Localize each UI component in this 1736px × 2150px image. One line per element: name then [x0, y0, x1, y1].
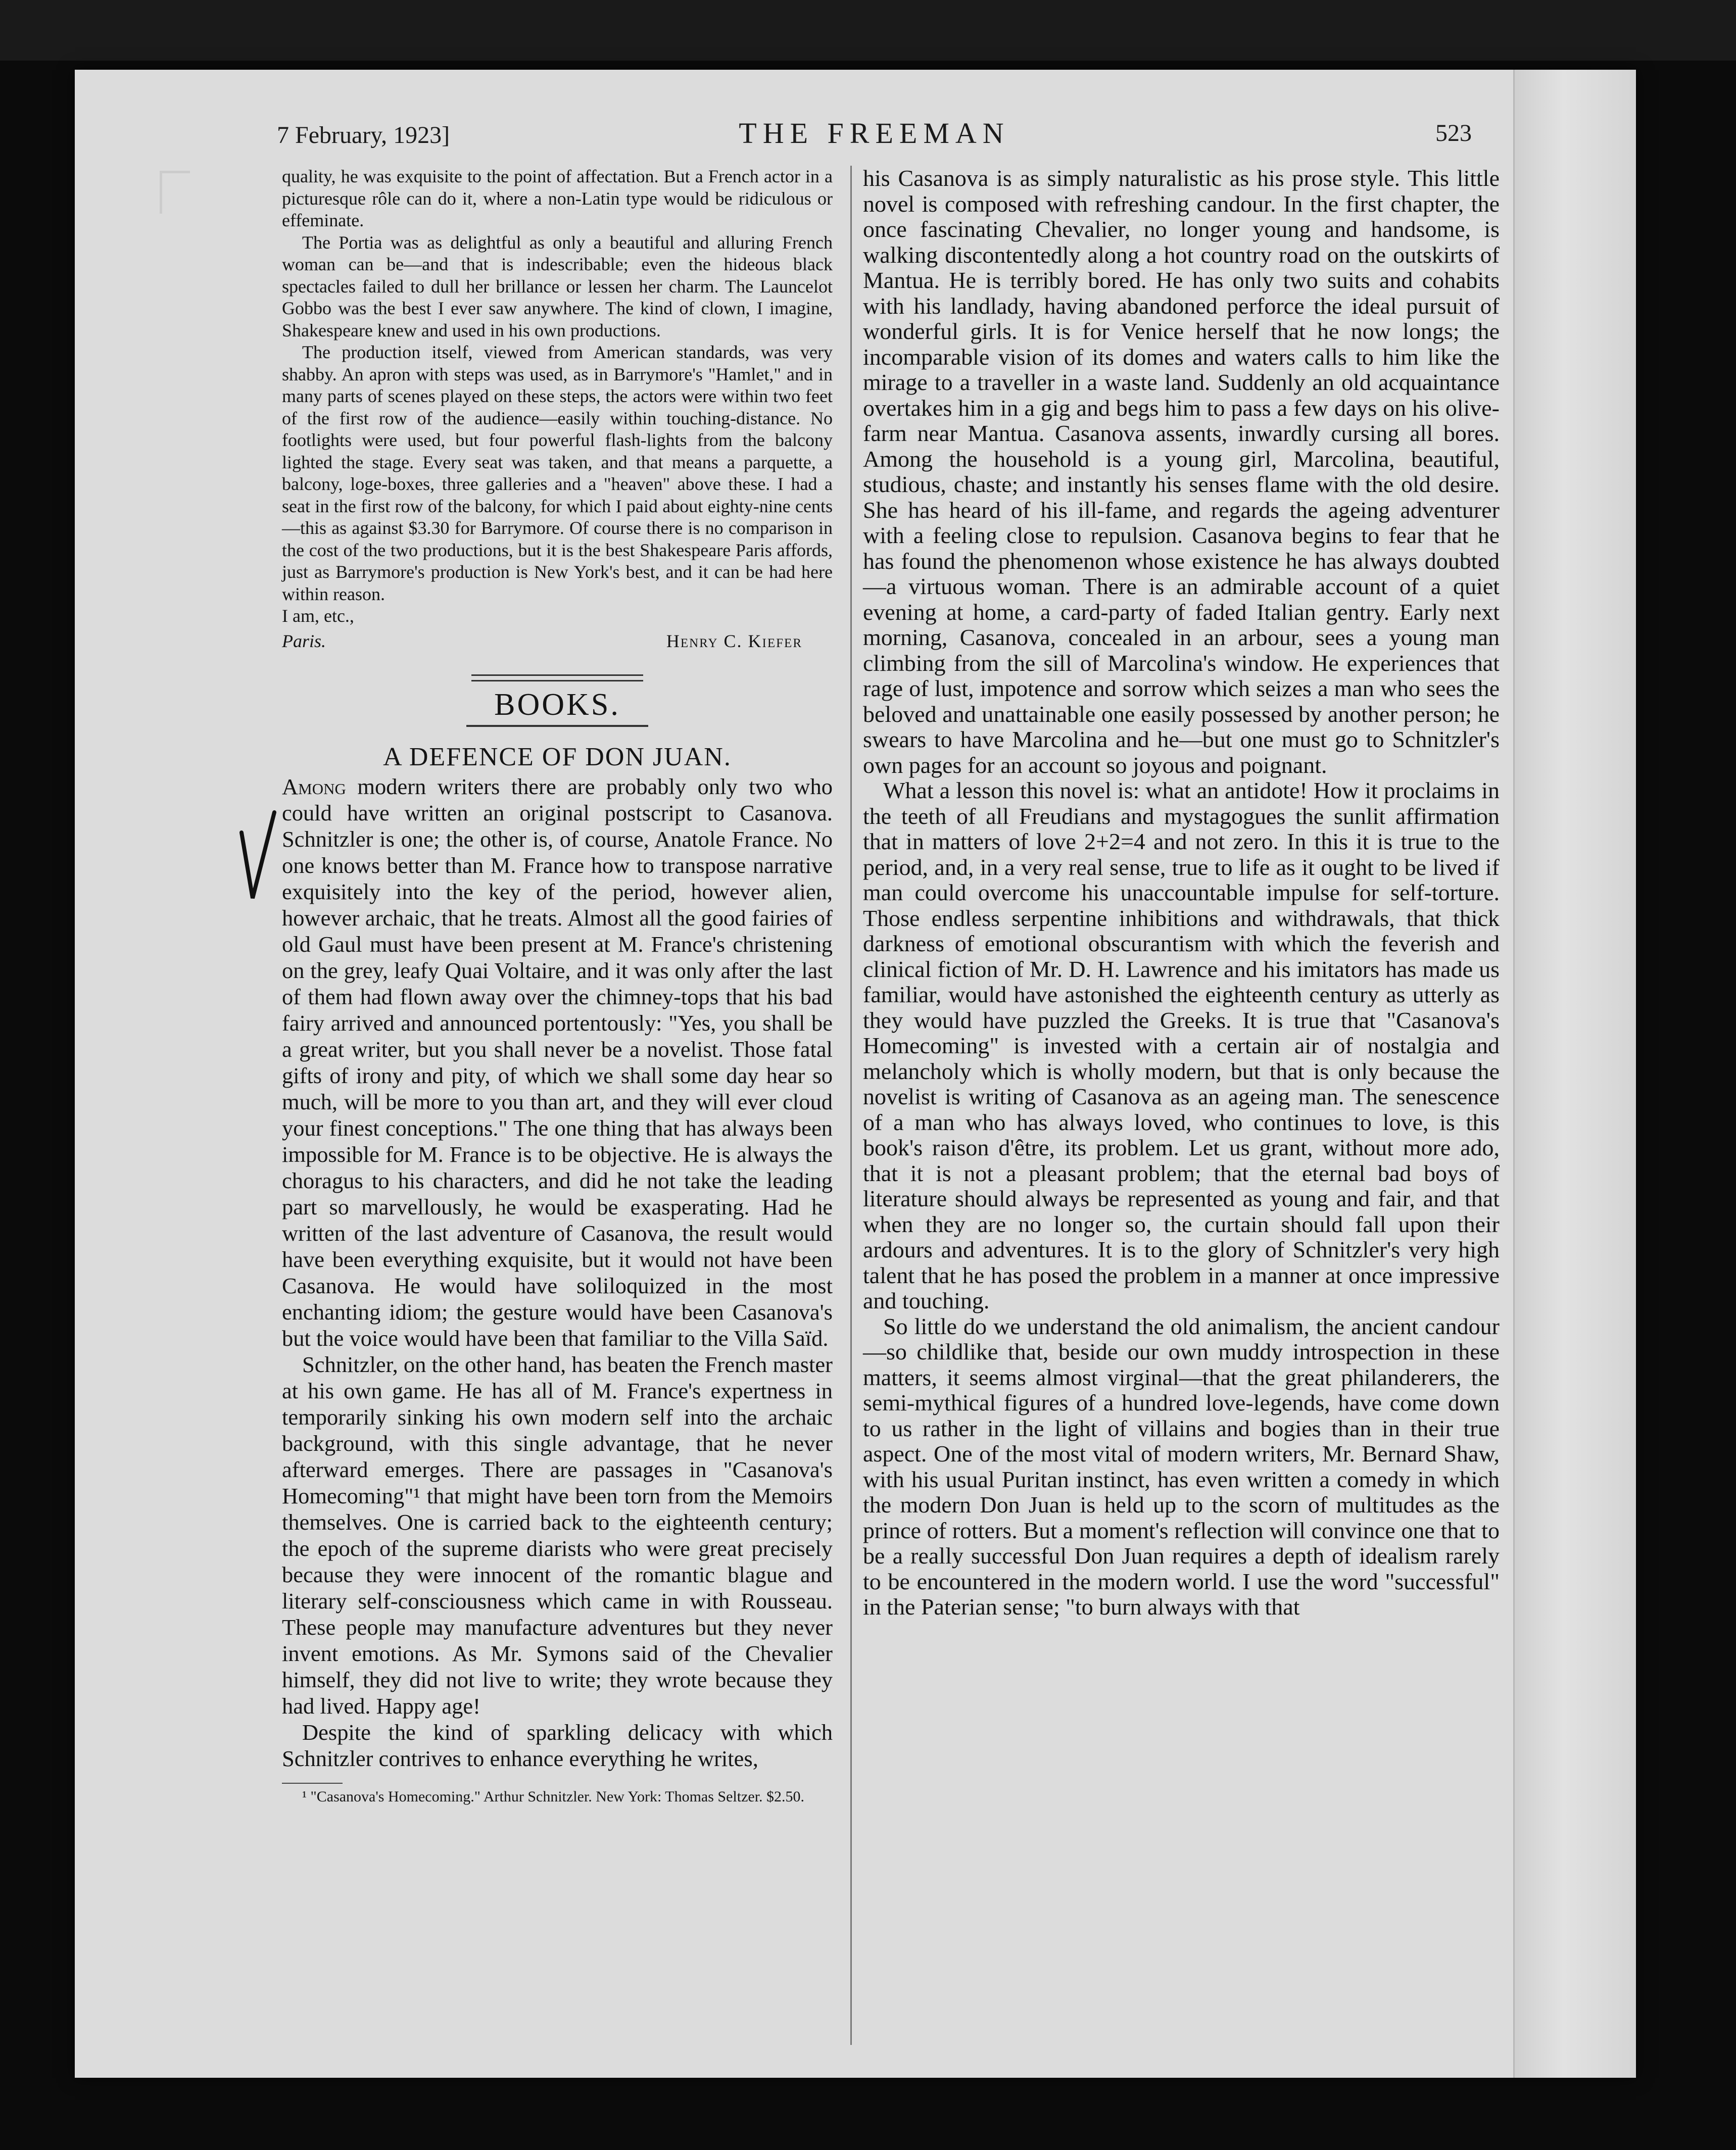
letter-author: Henry C. Kiefer	[666, 630, 802, 651]
publication-title: THE FREEMAN	[739, 117, 1010, 150]
article-paragraph: So little do we understand the old animalism, the ancient candour—so childlike that, beside our own muddy introspection in these matters, it seems almost virginal—that the great philanderers, the semi-mythical figures of a hundred love-legends, have come down to us rather in the light of villains and bogies than in their true aspect. One of the most vital of modern writers, Mr. Bernard Shaw, with his usual Puritan instinct, has even written a comedy in which the modern Don Juan is held up to the scorn of multitudes as the prince of rotters. But a moment's reflection will convince one that to be a really successful Don Juan requires a depth of idealism rarely to be encountered in the modern world. I use the word "successful" in the Paterian sense; "to burn always with that	[863, 1313, 1500, 1620]
article-title: A DEFENCE OF DON JUAN.	[383, 743, 732, 771]
letter-closing: I am, etc.,	[282, 606, 354, 626]
article-paragraph: Despite the kind of sparkling delicacy with which Schnitzler contrives to enhance everything he writes,	[282, 1720, 833, 1771]
letter-paragraph: The Portia was as delightful as only a beautiful and alluring French woman can be—and that is indescribable; even the hideous black spectacles failed to dull her brillance or lessen her charm. The Launcelot Gobbo was the best I ever saw anywhere. The kind of clown, I imagine, Shakespeare knew and used in his own productions.	[282, 232, 833, 340]
letter-place: Paris.	[282, 630, 326, 651]
film-edge-top	[0, 0, 1736, 61]
footnote: ¹ "Casanova's Homecoming." Arthur Schnitzler. New York: Thomas Seltzer. $2.50.	[302, 1788, 805, 1805]
article-paragraph-text: modern writers there are probably only two who could have written an original postscript to Casanova. Schnitzler is one; the other is, of course, Anatole France. No one knows better than M. France how to transpose narrative exquisitely into the key of the period, however alien, however archaic, that he treats. Almost all the good fairies of old Gaul must have been present at M. France's christening on the grey, leafy Quai Voltaire, and it was only after the last of them had flown away over the chimney-tops that his bad fairy arrived and announced portentously: "Yes, you shall be a great writer, but you shall never be a novelist. Those fatal gifts of irony and pity, of which we shall some day hear so much, will be more to you than art, and they will ever cloud your finest conceptions." The one thing that has always been impossible for M. France is to be objective. He is always the choragus to his characters, and did he not take the leading part so marvellously, he would be exasperating. Had he written of the last adventure of Casanova, the result would have been everything exquisite, but it would not have been Casanova. He would have soliloquized in the most enchanting idiom; the gesture would have been Casanova's but the voice would have been that familiar to the Villa Saïd.	[282, 774, 833, 1351]
opening-word: Among	[282, 774, 346, 799]
page-number: 523	[1435, 120, 1472, 146]
letter-paragraph: The production itself, viewed from American standards, was very shabby. An apron with steps was used, as in Barrymore's "Hamlet," and in many parts of scenes played on these steps, the actors were within two feet of the first row of the audience—easily within touching-distance. No footlights were used, but four powerful flash-lights from the balcony lighted the stage. Every seat was taken, and that means a parquette, a balcony, loge-boxes, three galleries and a "heaven" above these. I had a seat in the first row of the balcony, for which I paid about eighty-nine cents—this as against $3.30 for Barrymore. Of course there is no comparison in the cost of the two productions, but it is the best Shakespeare Paris affords, just as Barrymore's production is New York's best, and it can be had here within reason.	[282, 342, 833, 604]
article-paragraph: his Casanova is as simply naturalistic as his prose style. This little novel is composed with refreshing candour. In the first chapter, the once fascinating Chevalier, no longer young and handsome, is walking discontentedly along a hot country road on the outskirts of Mantua. He is terribly bored. He has only two suits and cohabits with his landlady, having abandoned perforce the ideal pursuit of wonderful girls. It is for Venice herself that he now longs; the incomparable vision of its domes and waters calls to him like the mirage to a traveller in a waste land. Suddenly an old acquaintance overtakes him in a gig and begs him to pass a few days on his olive-farm near Mantua. Casanova assents, inwardly cursing all bores. Among the household is a young girl, Marcolina, beautiful, studious, chaste; and instantly his senses flame with the old desire. She has heard of his ill-fame, and regards the ageing adventurer with a feeling close to repulsion. Casanova begins to fear that he has found the phenomenon whose existence he has always doubted—a virtuous woman. There is an admirable account of a quiet evening at home, a card-party of faded Italian gentry. Early next morning, Casanova, concealed in an arbour, sees a young man climbing from the sill of Marcolina's window. He experiences that rage of lust, impotence and sorrow which seizes a man who sees the beloved and unattainable one easily possessed by another person; he swears to have Marcolina and he—but one must go to Schnitzler's own pages for an account so joyous and poignant.	[863, 165, 1500, 778]
issue-date: 7 February, 1923]	[277, 122, 450, 149]
article-paragraph: What a lesson this novel is: what an antidote! How it proclaims in the teeth of all Freudians and mystagogues the sunlit affirmation that in matters of love 2+2=4 and not zero. In this it is true to the period, and, in a very real sense, true to life as it ought to be lived if man could overcome his unaccountable impulse for self-torture. Those endless serpentine inhibitions and withdrawals, that thick darkness of emotional obscurantism with which the feverish and clinical fiction of Mr. D. H. Lawrence and his imitators has made us familiar, would have astonished the eighteenth century as utterly as they would have puzzled the Greeks. It is true that "Casanova's Homecoming" is invested with a certain air of nostalgia and melancholy which is wholly modern, but that is only because the novelist is writing of Casanova as an ageing man. The senescence of a man who has always loved, who continues to love, is this book's raison d'être, its problem. Let us grant, without more ado, that it is not a pleasant problem; that the eternal bad boys of literature should always be represented as young and fair, and that when they are no longer so, the curtain should fall upon their ardours and adventures. It is to the glory of Schnitzler's very high talent that he has posed the problem in a manner at once impressive and touching.	[863, 777, 1500, 1313]
handwritten-check-mark	[75, 70, 1636, 2078]
article-paragraph: Schnitzler, on the other hand, has beaten the French master at his own game. He has all of M. France's expertness in temporarily sinking his own modern self into the archaic background, with this single advantage, that he never afterward emerges. There are passages in "Casanova's Homecoming"¹ that might have been torn from the Memoirs themselves. One is carried back to the eighteenth century; the epoch of the supreme diarists who were great precisely because they were innocent of the romantic blague and literary self-consciousness which came in with Rousseau. These people may manufacture adventures but they never invent emotions. As Mr. Symons said of the Chevalier himself, they did not live to write; they wrote because they had lived. Happy age!	[282, 1352, 833, 1719]
letter-paragraph: quality, he was exquisite to the point of affectation. But a French actor in a picturesque rôle can do it, where a non-Latin type would be ridiculous or effeminate.	[282, 166, 833, 230]
section-title: BOOKS.	[494, 688, 620, 722]
newspaper-page	[75, 70, 1636, 2078]
